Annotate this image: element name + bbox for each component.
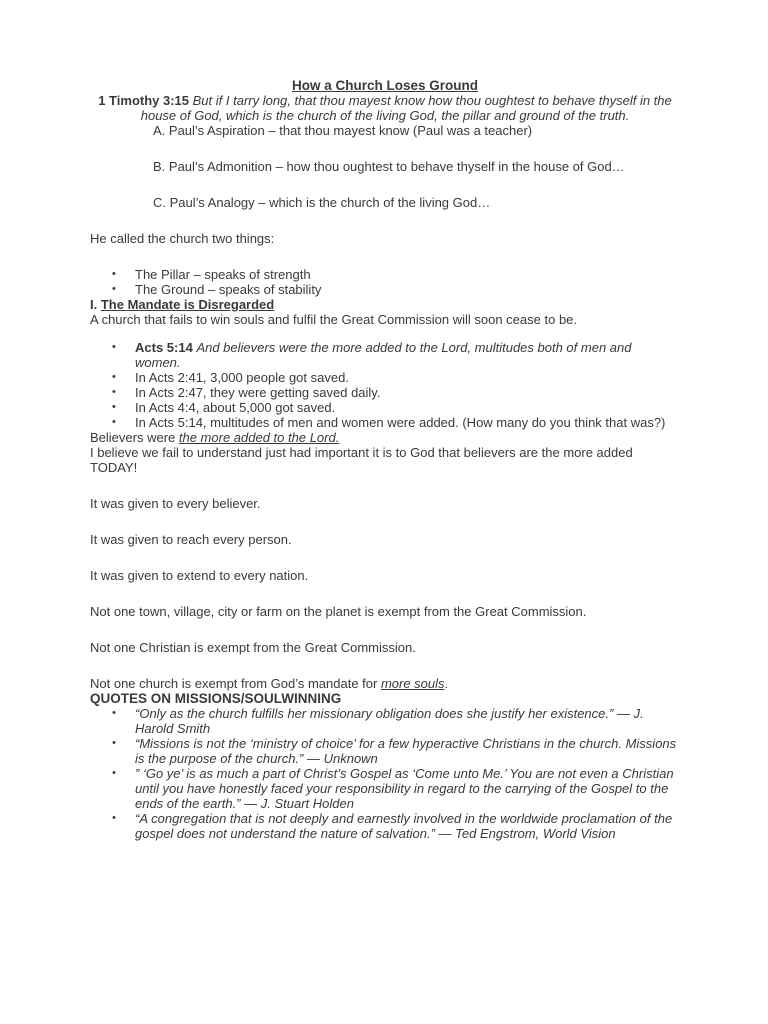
point-a: A. Paul’s Aspiration – that thou mayest know (Paul was a teacher) <box>153 123 533 138</box>
quote-item: • ” ‘Go ye’ is as much a part of Christ’s Gospel as ‘Come unto Me.’ You are not even a Christian until you have honestly faced your responsibility in regard to the carrying of the Gospel to the ends of the earth.” — J. Stuart Holden <box>135 766 680 811</box>
acts-list <box>90 340 680 430</box>
acts-quote: And believers were the more added to the Lord, multitudes both of men and women. <box>135 340 632 370</box>
point-c: C. Paul’s Analogy – which is the church of the living God… <box>153 195 491 210</box>
given-line: It was given to extend to every nation. <box>90 568 309 583</box>
given-line: Not one Christian is exempt from the Great Commission. <box>90 640 416 655</box>
quote-item: • “Only as the church fulfills her missionary obligation does she justify her existence.” — J. Harold Smith <box>135 706 680 736</box>
verse-text: But if I tarry long, that thou mayest know how thou oughtest to behave thyself in the house of God, which is the church of the living God, the pillar and ground of the truth. <box>140 93 672 123</box>
called-line: He called the church two things: <box>90 231 275 246</box>
verse-reference: 1 Timothy 3:15 <box>98 93 190 108</box>
section-intro: A church that fails to win souls and fulfil the Great Commission will soon cease to be. <box>90 312 578 327</box>
quotes-heading: QUOTES ON MISSIONS/SOULWINNING <box>90 691 342 706</box>
quote-item: • “A congregation that is not deeply and earnestly involved in the worldwide proclamation of the gospel does not understand the nature of salvation.” — Ted Engstrom, World Vision <box>135 811 680 841</box>
section-heading <box>90 297 680 312</box>
church-line <box>90 676 680 691</box>
list-item: • In Acts 4:4, about 5,000 got saved. <box>135 400 680 415</box>
section-number: I. <box>90 297 101 312</box>
list-item: • In Acts 5:14, multitudes of men and women were added. (How many do you think that was?) <box>135 415 680 430</box>
list-item: • The Ground – speaks of stability <box>135 282 680 297</box>
quote-item: • “Missions is not the ‘ministry of choice’ for a few hyperactive Christians in the church. Missions is the purpose of the church.” — Unknown <box>135 736 680 766</box>
believers-emphasis: the more added to the Lord. <box>178 430 340 445</box>
verse-paragraph <box>90 93 680 123</box>
church-prefix: Not one church is exempt from God’s mandate for <box>90 676 381 691</box>
document-page <box>90 78 680 841</box>
believers-prefix: Believers were <box>90 430 179 445</box>
two-things-list <box>90 267 680 297</box>
page-title: How a Church Loses Ground <box>291 78 478 93</box>
church-suffix: . <box>444 676 449 691</box>
list-item: • The Pillar – speaks of strength <box>135 267 680 282</box>
acts-reference: Acts 5:14 <box>135 340 193 355</box>
list-item <box>135 340 680 370</box>
given-line: It was given to reach every person. <box>90 532 292 547</box>
list-item: • In Acts 2:41, 3,000 people got saved. <box>135 370 680 385</box>
given-line: It was given to every believer. <box>90 496 261 511</box>
list-item: • In Acts 2:47, they were getting saved daily. <box>135 385 680 400</box>
quotes-list <box>90 706 680 841</box>
church-emphasis: more souls <box>380 676 445 691</box>
believe-line: I believe we fail to understand just had important it is to God that believers are the more added TODAY! <box>90 445 633 475</box>
section-title: The Mandate is Disregarded <box>100 297 275 312</box>
point-b: B. Paul’s Admonition – how thou oughtest to behave thyself in the house of God… <box>153 159 625 174</box>
believers-line <box>90 430 680 445</box>
given-line: Not one town, village, city or farm on the planet is exempt from the Great Commission. <box>90 604 587 619</box>
